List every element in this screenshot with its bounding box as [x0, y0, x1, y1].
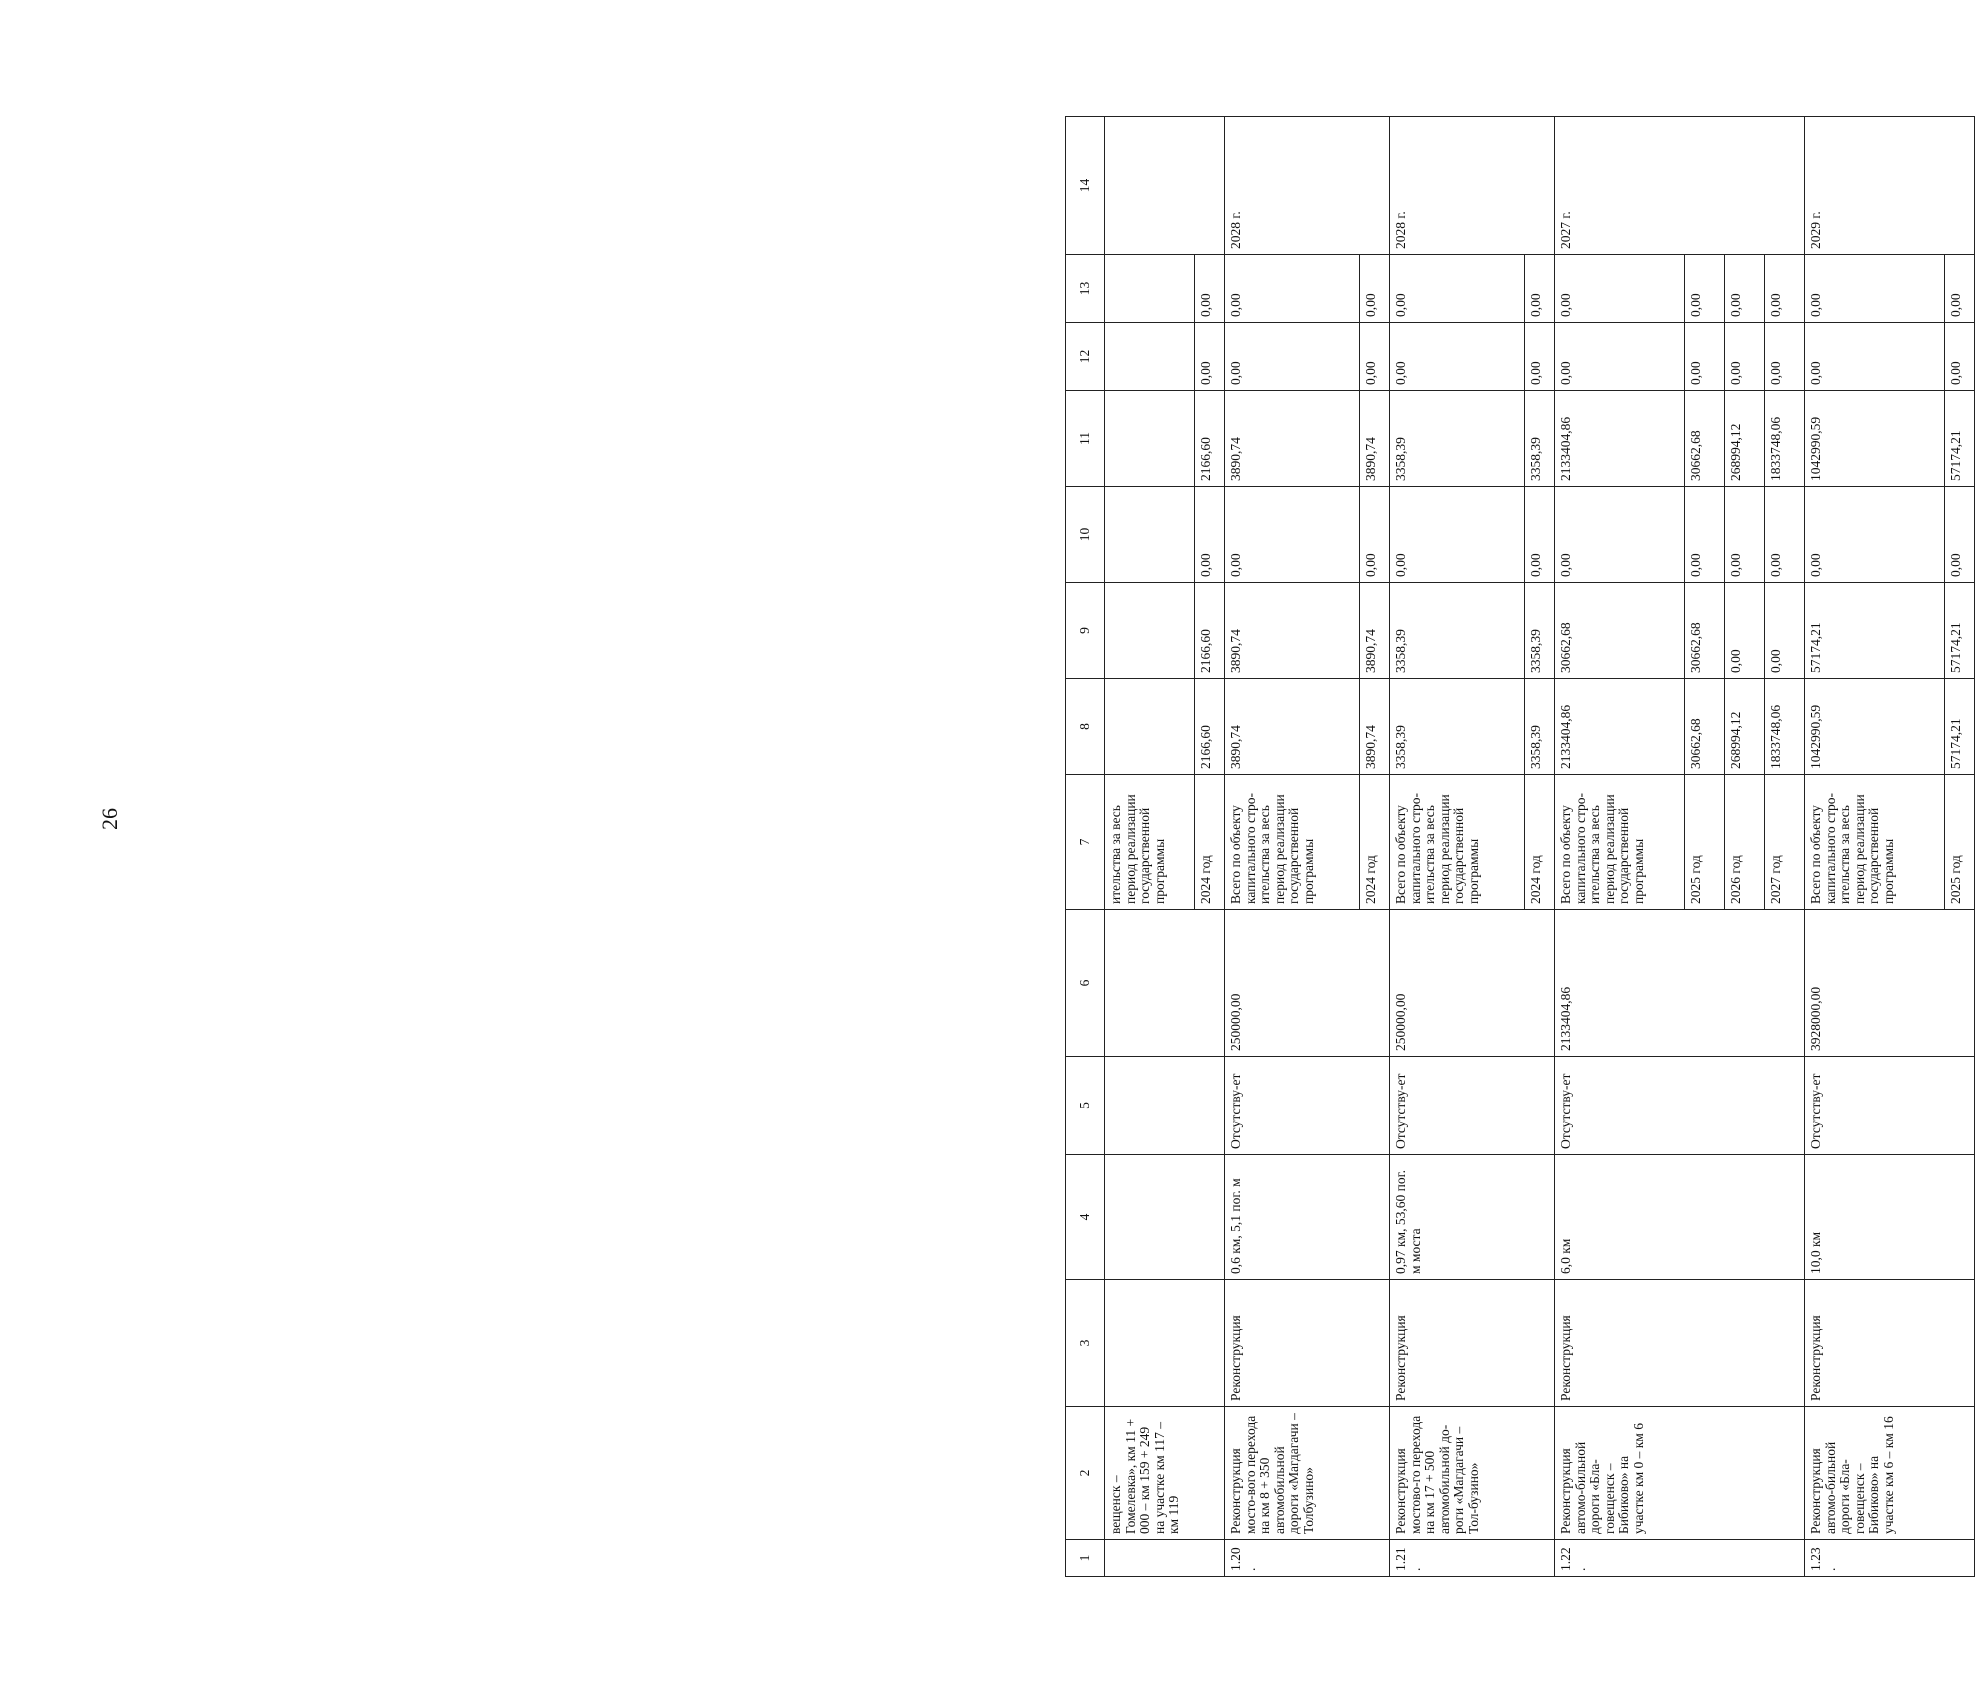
- work-type-cell: [1105, 1280, 1225, 1407]
- header-cell: 8: [1066, 679, 1105, 775]
- value-cell: 0,00: [1765, 487, 1805, 583]
- value-cell: 0,00: [1195, 323, 1225, 391]
- table-row: [1225, 117, 1360, 1577]
- header-cell: 10: [1066, 487, 1105, 583]
- year-label-cell: 2024 год: [1525, 775, 1555, 910]
- value-cell: 0,00: [1225, 255, 1360, 323]
- value-cell: 0,00: [1805, 323, 1945, 391]
- value-cell: 0,00: [1390, 255, 1525, 323]
- value-cell: 3890,74: [1360, 391, 1390, 487]
- header-cell: 7: [1066, 775, 1105, 910]
- number-cell: [1105, 1540, 1225, 1577]
- value-cell: 0,00: [1555, 323, 1685, 391]
- value-cell: 3358,39: [1525, 391, 1555, 487]
- table-row: [1805, 117, 1945, 1577]
- year-label-cell: 2024 год: [1360, 775, 1390, 910]
- period-label-cell: Всего по объекту капитального стро-ительства за весь период реализации государственной программы: [1225, 775, 1360, 910]
- cost-cell: 2133404,86: [1555, 910, 1805, 1057]
- value-cell: 30662,68: [1685, 583, 1725, 679]
- header-cell: 2: [1066, 1407, 1105, 1540]
- capital-construction-table: [1065, 116, 1975, 1577]
- capacity-cell: 10,0 км: [1805, 1155, 1975, 1280]
- number-cell: 1.22.: [1555, 1540, 1805, 1577]
- value-cell: 2133404,86: [1555, 679, 1685, 775]
- value-cell: 30662,68: [1685, 391, 1725, 487]
- capacity-cell: 6,0 км: [1555, 1155, 1805, 1280]
- year-label-cell: 2025 год: [1945, 775, 1975, 910]
- work-type-cell: Реконструкция: [1390, 1280, 1555, 1407]
- value-cell: 1833748,06: [1765, 391, 1805, 487]
- value-cell: 0,00: [1225, 323, 1360, 391]
- year-label-cell: 2027 год: [1765, 775, 1805, 910]
- value-cell: 0,00: [1390, 487, 1525, 583]
- value-cell: 30662,68: [1685, 679, 1725, 775]
- table-row: [1555, 117, 1685, 1577]
- value-cell: 0,00: [1555, 255, 1685, 323]
- value-cell: [1105, 487, 1195, 583]
- value-cell: 0,00: [1725, 583, 1765, 679]
- value-cell: 0,00: [1195, 255, 1225, 323]
- value-cell: 3890,74: [1360, 679, 1390, 775]
- number-cell: 1.20.: [1225, 1540, 1390, 1577]
- value-cell: 0,00: [1685, 255, 1725, 323]
- capacity-cell: 0,6 км, 5,1 пог. м: [1225, 1155, 1390, 1280]
- header-cell: 12: [1066, 323, 1105, 391]
- year-label-cell: 2024 год: [1195, 775, 1225, 910]
- object-name-cell: Реконструкция автомо-бильной дороги «Бла-говещенск – Бибиково» на участке км 0 – км 6: [1555, 1407, 1805, 1540]
- table-row: [1390, 117, 1525, 1577]
- value-cell: 3358,39: [1390, 391, 1525, 487]
- capacity-cell: 0,97 км, 53,60 пог. м моста: [1390, 1155, 1555, 1280]
- work-type-cell: Реконструкция: [1225, 1280, 1390, 1407]
- value-cell: [1105, 323, 1195, 391]
- value-cell: 0,00: [1765, 583, 1805, 679]
- value-cell: 0,00: [1945, 487, 1975, 583]
- header-cell: 11: [1066, 391, 1105, 487]
- value-cell: 3890,74: [1225, 583, 1360, 679]
- value-cell: 0,00: [1805, 255, 1945, 323]
- column-number-header: [1066, 117, 1105, 1577]
- page-number: 26: [97, 808, 122, 830]
- value-cell: 0,00: [1685, 323, 1725, 391]
- value-cell: 3890,74: [1225, 679, 1360, 775]
- number-cell: 1.23.: [1805, 1540, 1975, 1577]
- value-cell: 0,00: [1725, 323, 1765, 391]
- value-cell: 0,00: [1765, 255, 1805, 323]
- value-cell: 0,00: [1765, 323, 1805, 391]
- period-label-cell: Всего по объекту капитального стро-ительства за весь период реализации государственной программы: [1390, 775, 1525, 910]
- completion-year-cell: 2028 г.: [1225, 117, 1390, 255]
- capacity-cell: [1105, 1155, 1225, 1280]
- period-label-cell: ительства за весь период реализации государственной программы: [1105, 775, 1195, 910]
- header-cell: 3: [1066, 1280, 1105, 1407]
- value-cell: [1105, 583, 1195, 679]
- rotated-table-frame: [1065, 117, 1963, 1577]
- object-name-cell: Реконструкция мостово-го перехода на км 17 + 500 автомобильной до-роги «Магдагачи – Тол-бузино»: [1390, 1407, 1555, 1540]
- value-cell: 0,00: [1390, 323, 1525, 391]
- conclusion-cell: Отсутству-ет: [1390, 1057, 1555, 1155]
- cost-cell: 3928000,00: [1805, 910, 1975, 1057]
- value-cell: 1833748,06: [1765, 679, 1805, 775]
- value-cell: 57174,21: [1945, 583, 1975, 679]
- value-cell: 2166,60: [1195, 391, 1225, 487]
- value-cell: 3358,39: [1525, 583, 1555, 679]
- value-cell: 0,00: [1360, 487, 1390, 583]
- value-cell: 0,00: [1525, 487, 1555, 583]
- value-cell: [1105, 679, 1195, 775]
- value-cell: 2166,60: [1195, 583, 1225, 679]
- value-cell: 3358,39: [1525, 679, 1555, 775]
- value-cell: 0,00: [1945, 323, 1975, 391]
- completion-year-cell: [1105, 117, 1225, 255]
- value-cell: 0,00: [1225, 487, 1360, 583]
- table-row: [1105, 117, 1195, 1577]
- value-cell: [1105, 391, 1195, 487]
- year-label-cell: 2025 год: [1685, 775, 1725, 910]
- value-cell: 3890,74: [1225, 391, 1360, 487]
- header-cell: 14: [1066, 117, 1105, 255]
- value-cell: 1042990,59: [1805, 679, 1945, 775]
- header-cell: 6: [1066, 910, 1105, 1057]
- completion-year-cell: 2029 г.: [1805, 117, 1975, 255]
- object-name-cell: вещенск – Гомелевка», км 11 + 000 – км 159 + 249 на участке км 117 – км 119: [1105, 1407, 1225, 1540]
- value-cell: 0,00: [1525, 323, 1555, 391]
- value-cell: 268994,12: [1725, 679, 1765, 775]
- value-cell: 30662,68: [1555, 583, 1685, 679]
- value-cell: 0,00: [1195, 487, 1225, 583]
- completion-year-cell: 2028 г.: [1390, 117, 1555, 255]
- header-cell: 5: [1066, 1057, 1105, 1155]
- value-cell: 3890,74: [1360, 583, 1390, 679]
- object-name-cell: Реконструкция мосто-вого перехода на км 8 + 350 автомобильной дороги «Магдагачи – Толбузино»: [1225, 1407, 1390, 1540]
- value-cell: 3358,39: [1390, 583, 1525, 679]
- value-cell: 0,00: [1360, 323, 1390, 391]
- value-cell: 57174,21: [1945, 679, 1975, 775]
- value-cell: 0,00: [1555, 487, 1685, 583]
- cost-cell: 250000,00: [1390, 910, 1555, 1057]
- work-type-cell: Реконструкция: [1805, 1280, 1975, 1407]
- header-cell: 9: [1066, 583, 1105, 679]
- value-cell: 1042990,59: [1805, 391, 1945, 487]
- value-cell: 0,00: [1725, 255, 1765, 323]
- value-cell: 2166,60: [1195, 679, 1225, 775]
- value-cell: 0,00: [1360, 255, 1390, 323]
- value-cell: 0,00: [1945, 255, 1975, 323]
- period-label-cell: Всего по объекту капитального стро-ительства за весь период реализации государственной программы: [1805, 775, 1945, 910]
- value-cell: 2133404,86: [1555, 391, 1685, 487]
- conclusion-cell: Отсутству-ет: [1555, 1057, 1805, 1155]
- value-cell: 268994,12: [1725, 391, 1765, 487]
- conclusion-cell: Отсутству-ет: [1805, 1057, 1975, 1155]
- completion-year-cell: 2027 г.: [1555, 117, 1805, 255]
- object-name-cell: Реконструкция автомо-бильной дороги «Бла-говещенск – Бибиково» на участке км 6 – км 16: [1805, 1407, 1975, 1540]
- conclusion-cell: [1105, 1057, 1225, 1155]
- year-label-cell: 2026 год: [1725, 775, 1765, 910]
- cost-cell: 250000,00: [1225, 910, 1390, 1057]
- header-cell: 1: [1066, 1540, 1105, 1577]
- number-cell: 1.21.: [1390, 1540, 1555, 1577]
- value-cell: 3358,39: [1390, 679, 1525, 775]
- header-cell: 13: [1066, 255, 1105, 323]
- value-cell: 57174,21: [1805, 583, 1945, 679]
- value-cell: 0,00: [1685, 487, 1725, 583]
- period-label-cell: Всего по объекту капитального стро-ительства за весь период реализации государственной программы: [1555, 775, 1685, 910]
- conclusion-cell: Отсутству-ет: [1225, 1057, 1390, 1155]
- cost-cell: [1105, 910, 1225, 1057]
- work-type-cell: Реконструкция: [1555, 1280, 1805, 1407]
- value-cell: 0,00: [1525, 255, 1555, 323]
- value-cell: 57174,21: [1945, 391, 1975, 487]
- value-cell: 0,00: [1725, 487, 1765, 583]
- value-cell: 0,00: [1805, 487, 1945, 583]
- value-cell: [1105, 255, 1195, 323]
- header-cell: 4: [1066, 1155, 1105, 1280]
